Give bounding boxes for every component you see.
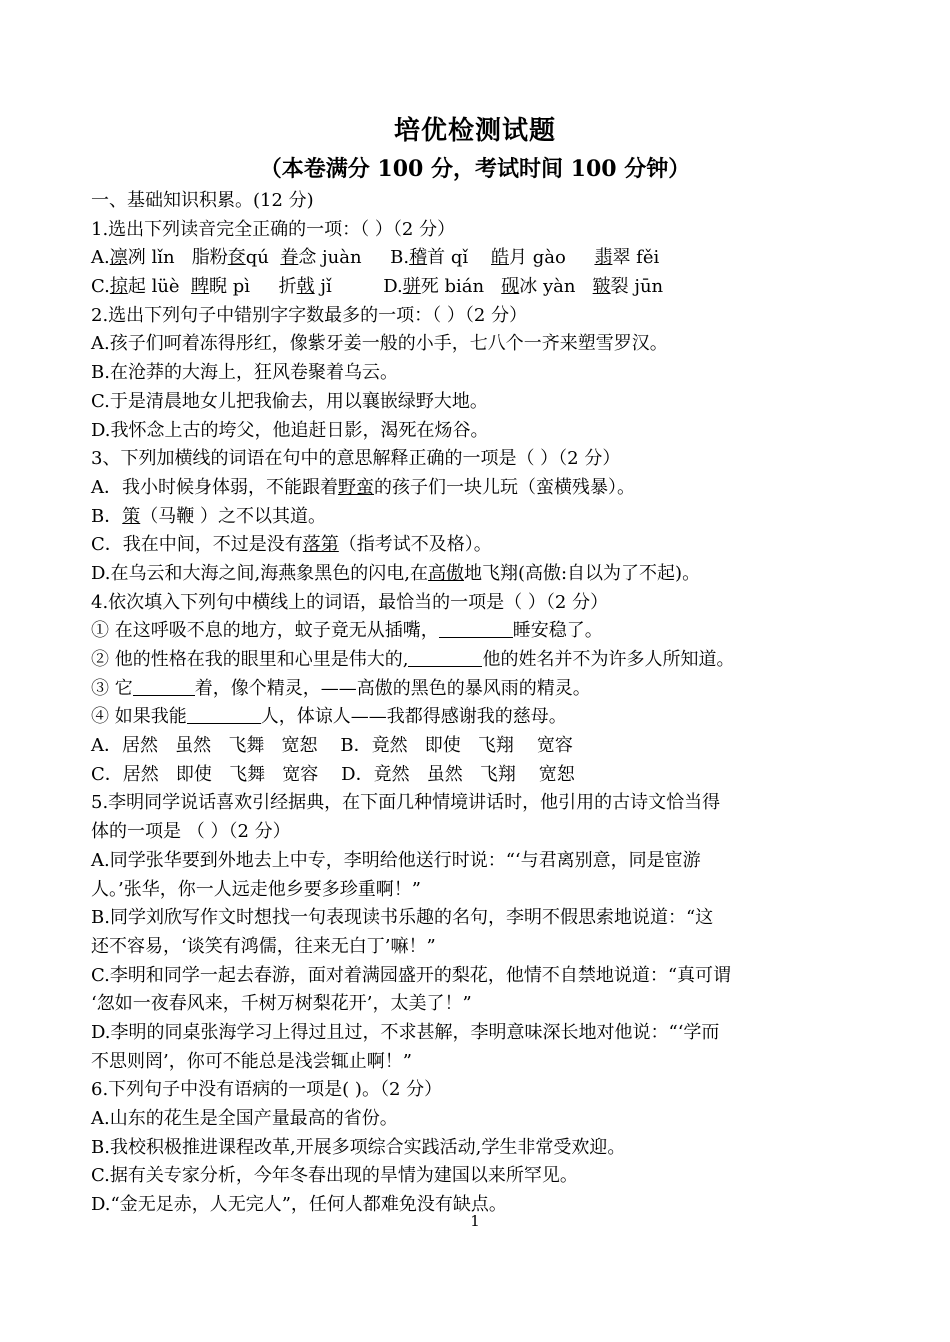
underlined-char: 骈 (402, 276, 421, 298)
word: 首 qǐ (427, 247, 469, 269)
fill-blank (187, 705, 261, 724)
q1-options-cd (91, 273, 871, 302)
underlined-word: 落第 (302, 534, 339, 556)
q6-option-d: D.“金无足赤，人无完人”，任何人都难免没有缺点。 (91, 1194, 507, 1216)
q4-stem: 4.依次填入下列句中横线上的词语，最恰当的一项是（ ）（2 分） (91, 591, 609, 613)
q2-option-d: D.我怀念上古的垮父，他追赶日影，渴死在炀谷。 (91, 419, 489, 441)
word: 睨 pì (209, 276, 251, 298)
word: qú (245, 247, 269, 269)
q6-stem: 6.下列句子中没有语病的一项是( )。（2 分） (91, 1079, 443, 1101)
q3-stem: 3、下列加横线的词语在句中的意思解释正确的一项是（ ）（2 分） (91, 448, 621, 470)
text: ② 他的性格在我的眼里和心里是伟大的, (91, 649, 409, 670)
underlined-word: 野蛮 (338, 476, 374, 498)
underlined-word: 高傲 (427, 562, 464, 584)
underlined-char: 奁 (227, 247, 246, 269)
underlined-char: 稽 (409, 247, 428, 269)
fill-blank (408, 648, 482, 667)
fill-blank (133, 677, 195, 696)
q6-option-b: B.我校积极推进课程改革,开展多项综合实践活动,学生非常受欢迎。 (91, 1136, 626, 1158)
q4-sentence-1 (91, 617, 871, 646)
q3-option-a (91, 474, 871, 503)
q5-option-b-line1: B.同学刘欣写作文时想找一句表现读书乐趣的名句，李明不假思索地说道：“这 (91, 907, 714, 929)
q2-option-c: C.于是清晨地女儿把我偷去，用以襄嵌绿野大地。 (91, 390, 488, 412)
q1-options-ab (91, 244, 871, 273)
underlined-char: 掠 (109, 276, 128, 298)
underlined-char: 戟 (296, 276, 315, 298)
q5-option-b-line2: 还不容易，‘谈笑有鸿儒，往来无白丁’嘛！” (91, 935, 436, 957)
q3-option-d (91, 560, 871, 589)
q4-sentence-3 (91, 675, 871, 704)
q4-options-cd: C．居然 即使 飞舞 宽容 D．竟然 虽然 飞翔 宽恕 (91, 763, 575, 785)
exam-body (91, 187, 871, 1220)
underlined-char: 眷 (280, 247, 299, 269)
text: ③ 它 (91, 677, 133, 699)
word: 念 juàn (298, 247, 362, 269)
q4-options-ab: A．居然 虽然 飞舞 宽恕 B．竟然 即使 飞翔 宽容 (91, 735, 573, 757)
q5-option-c-line2: ‘忽如一夜春风来，千树万树梨花开’，太美了！” (91, 993, 472, 1015)
word: 月 gào (509, 247, 566, 269)
text: C．我在中间，不过是没有 (91, 534, 303, 556)
underlined-char: 凛 (109, 247, 128, 269)
page-number: 1 (470, 1212, 480, 1230)
fill-blank (439, 619, 513, 638)
q5-option-d-line1: D.李明的同桌张海学习上得过且过，不求甚解，李明意味深长地对他说：“‘学而 (91, 1021, 720, 1043)
exam-title: 培优检测试题 (393, 116, 556, 146)
text: 地飞翔(高傲:自以为了不起)。 (463, 562, 701, 584)
word: 冰 yàn (519, 276, 576, 298)
text: 他的姓名并不为许多人所知道。 (482, 649, 735, 670)
text: ④ 如果我能 (91, 706, 187, 728)
q6-option-c: C.据有关专家分析，今年冬春出现的旱情为建国以来所罕见。 (91, 1165, 578, 1187)
text: 的孩子们一块儿玩（蛮横残暴）。 (374, 476, 635, 498)
word: 死 bián (420, 276, 485, 298)
underlined-word: 策 (122, 505, 141, 527)
word: 折 (278, 276, 297, 298)
q3-option-c (91, 531, 871, 560)
q2-option-a: A.孩子们呵着冻得彤红，像紫牙姜一般的小手，七八个一齐来塑雪罗汉。 (91, 333, 668, 355)
text: 睡安稳了。 (512, 620, 603, 642)
word: 裂 jūn (610, 276, 664, 298)
q5-option-a-line2: 人。’张华，你一人远走他乡要多珍重啊！” (91, 878, 421, 900)
section-heading: 一、基础知识积累。(12 分) (91, 190, 314, 211)
q5-option-c-line1: C.李明和同学一起去春游，面对着满园盛开的梨花，他情不自禁地说道：“真可谓 (91, 964, 732, 986)
q4-sentence-2 (91, 646, 871, 675)
underlined-char: 皓 (491, 247, 510, 269)
word: 翠 fěi (612, 247, 660, 269)
q4-sentence-4 (91, 703, 871, 732)
word: 冽 lǐn (127, 247, 175, 269)
option-label: C. (91, 276, 110, 298)
text: （马鞭 ）之不以其道。 (140, 505, 326, 527)
q2-option-b: B.在沧莽的大海上，狂风卷聚着乌云。 (91, 362, 398, 384)
underlined-char: 砚 (501, 276, 520, 298)
underlined-char: 翡 (594, 247, 613, 269)
text: B． (91, 505, 123, 527)
q5-stem-line2: 体的一项是 （ ）（2 分） (91, 821, 291, 843)
text: （指考试不及格）。 (338, 534, 492, 556)
exam-subtitle: （本卷满分 100 分，考试时间 100 分钟） (259, 156, 691, 182)
text: 人，体谅人——我都得感谢我的慈母。 (260, 706, 567, 728)
underlined-char: 皲 (592, 276, 611, 298)
q1-stem: 1.选出下列读音完全正确的一项：（ ）（2 分） (91, 218, 456, 240)
q3-option-b (91, 503, 871, 532)
q2-stem: 2.选出下列句子中错别字字数最多的一项：（ ）（2 分） (91, 304, 528, 326)
word: jǐ (314, 276, 332, 298)
q6-option-a: A.山东的花生是全国产量最高的省份。 (91, 1108, 398, 1129)
underlined-char: 睥 (191, 276, 210, 298)
option-label: D. (383, 276, 403, 298)
word: 脂粉 (191, 247, 228, 269)
option-label: B. (390, 247, 410, 269)
option-label: A. (91, 247, 110, 269)
text: 着，像个精灵，——高傲的黑色的暴风雨的精灵。 (194, 677, 591, 699)
text: ① 在这呼吸不息的地方，蚊子竟无从插嘴， (91, 620, 439, 642)
text: A．我小时候身体弱，不能跟着 (91, 476, 338, 498)
q5-option-a-line1: A.同学张华要到外地去上中专，李明给他送行时说：“‘与君离别意，同是宦游 (91, 849, 701, 871)
q5-option-d-line2: 不思则罔’，你可不能总是浅尝辄止啊！” (91, 1050, 412, 1072)
text: D.在乌云和大海之间,海燕象黑色的闪电,在 (91, 562, 428, 584)
word: 起 lüè (127, 276, 180, 298)
q5-stem-line1: 5.李明同学说话喜欢引经据典，在下面几种情境讲话时，他引用的古诗文恰当得 (91, 792, 721, 814)
